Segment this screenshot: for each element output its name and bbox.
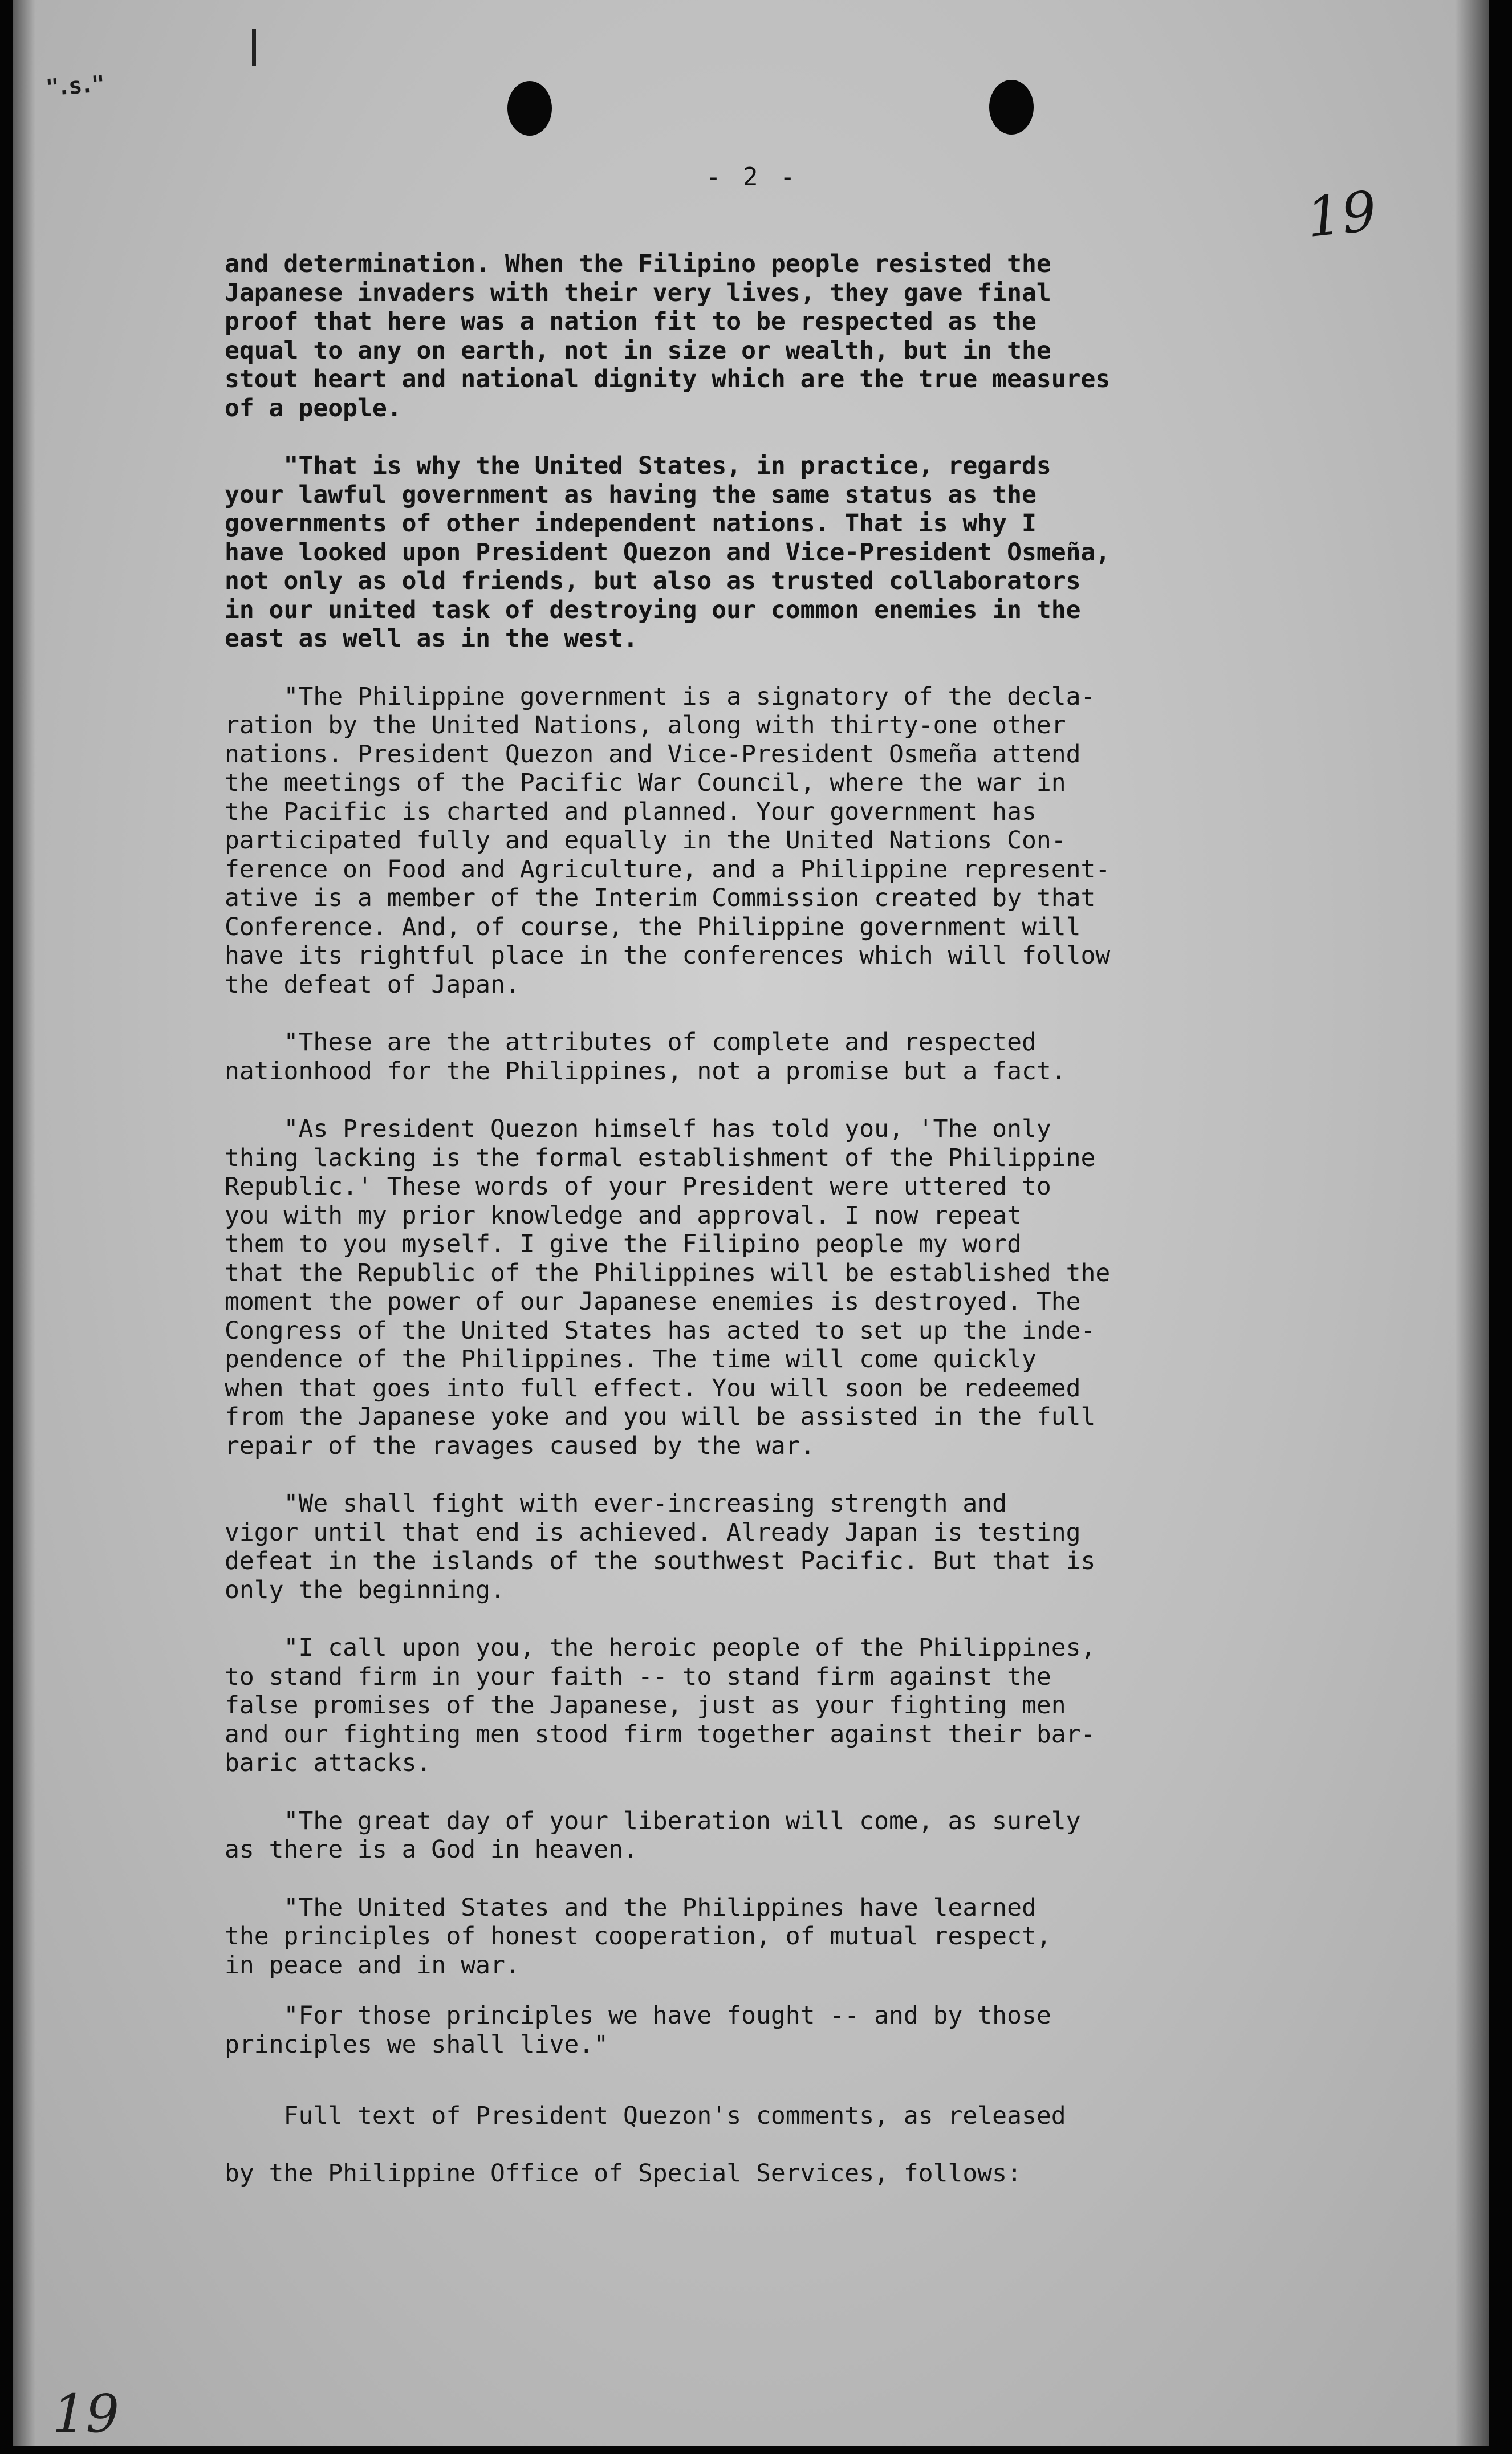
text-line: them to you myself. I give the Filipino people my word xyxy=(225,1230,1022,1258)
text-line: thing lacking is the formal establishment of the Philippine xyxy=(225,1143,1096,1172)
text-line: and determination. When the Filipino people resisted the xyxy=(225,250,1051,278)
scan-mark xyxy=(252,29,256,66)
document-page xyxy=(13,0,1489,2446)
text-line: participated fully and equally in the United Nations Con- xyxy=(225,826,1066,855)
text-line: only the beginning. xyxy=(225,1575,505,1604)
text-line: Congress of the United States has acted to set up the inde- xyxy=(225,1316,1096,1345)
text-line: nationhood for the Philippines, not a promise but a fact. xyxy=(225,1057,1066,1086)
handwritten-folio-bottom: 19 xyxy=(52,2383,120,2444)
text-line: ative is a member of the Interim Commission created by that xyxy=(225,884,1096,912)
text-line: as there is a God in heaven. xyxy=(225,1835,638,1864)
text-line: "I call upon you, the heroic people of the Philippines, xyxy=(225,1634,1096,1662)
text-line: repair of the ravages caused by the war. xyxy=(225,1431,815,1460)
text-line: the Pacific is charted and planned. Your government has xyxy=(225,797,1037,826)
text-line: from the Japanese yoke and you will be assisted in the full xyxy=(225,1403,1096,1431)
text-line: the principles of honest cooperation, of mutual respect, xyxy=(225,1922,1051,1951)
scan-shadow-right xyxy=(1455,0,1489,2446)
text-line: baric attacks. xyxy=(225,1749,432,1777)
text-line: "We shall fight with ever-increasing strength and xyxy=(225,1489,1007,1518)
text-line: to stand firm in your faith -- to stand firm against the xyxy=(225,1662,1051,1691)
text-line: by the Philippine Office of Special Services, follows: xyxy=(225,2159,1022,2188)
text-line: "These are the attributes of complete and respected xyxy=(225,1028,1037,1057)
paragraph xyxy=(225,452,1342,653)
text-line: "As President Quezon himself has told you, 'The only xyxy=(225,1115,1051,1143)
paragraph xyxy=(225,1489,1342,1604)
text-line: have looked upon President Quezon and Vice-President Osmeña, xyxy=(225,538,1111,567)
text-line: "For those principles we have fought -- and by those xyxy=(225,2001,1051,2030)
paragraph xyxy=(225,1807,1342,1864)
text-line: "The Philippine government is a signatory of the decla- xyxy=(225,682,1096,711)
text-line: Republic.' These words of your President were uttered to xyxy=(225,1172,1051,1201)
text-line: the meetings of the Pacific War Council, where the war in xyxy=(225,769,1066,797)
text-line: "The great day of your liberation will come, as surely xyxy=(225,1806,1081,1835)
handwritten-folio-top: 19 xyxy=(1303,178,1380,250)
text-line: have its rightful place in the conferences which will follow xyxy=(225,941,1111,970)
text-line: false promises of the Japanese, just as your fighting men xyxy=(225,1691,1066,1720)
text-line: defeat in the islands of the southwest Pacific. But that is xyxy=(225,1547,1096,1575)
text-line: in peace and in war. xyxy=(225,1951,520,1980)
paragraph xyxy=(225,1028,1342,1086)
text-line: of a people. xyxy=(225,393,402,422)
typed-letter-body xyxy=(225,250,1342,2188)
text-line: that the Republic of the Philippines will be established the xyxy=(225,1258,1111,1287)
text-line: Full text of President Quezon's comments, as released xyxy=(225,2102,1066,2130)
text-line: pendence of the Philippines. The time will come quickly xyxy=(225,1345,1037,1374)
text-line: you with my prior knowledge and approval. I now repeat xyxy=(225,1201,1022,1230)
text-line: moment the power of our Japanese enemies is destroyed. The xyxy=(225,1287,1081,1316)
text-line: not only as old friends, but also as trusted collaborators xyxy=(225,567,1081,595)
text-line: when that goes into full effect. You will soon be redeemed xyxy=(225,1374,1081,1403)
text-line: governments of other independent nations. That is why I xyxy=(225,509,1037,538)
paragraph xyxy=(225,682,1342,1000)
paragraph xyxy=(225,250,1342,422)
text-line: nations. President Quezon and Vice-President Osmeña attend xyxy=(225,740,1081,769)
text-line: ration by the United Nations, along with thirty-one other xyxy=(225,711,1066,740)
text-line: east as well as in the west. xyxy=(225,624,638,653)
text-line: proof that here was a nation fit to be respected as the xyxy=(225,307,1037,336)
text-line: in our united task of destroying our common enemies in the xyxy=(225,595,1081,624)
text-line: the defeat of Japan. xyxy=(225,970,520,999)
paragraph xyxy=(225,2001,1342,2059)
paragraph xyxy=(225,1634,1342,1778)
corner-smudge: ".s." xyxy=(44,71,104,101)
scan-shadow-left xyxy=(13,0,35,2446)
text-line: equal to any on earth, not in size or wealth, but in the xyxy=(225,336,1051,365)
text-line: your lawful government as having the same status as the xyxy=(225,480,1037,509)
text-line: stout heart and national dignity which are the true measures xyxy=(225,365,1111,393)
text-line: ference on Food and Agriculture, and a Philippine represent- xyxy=(225,855,1111,884)
text-line: Japanese invaders with their very lives, they gave final xyxy=(225,278,1051,307)
closing-paragraph xyxy=(225,2102,1342,2188)
paragraph xyxy=(225,1115,1342,1460)
text-line: "That is why the United States, in practice, regards xyxy=(225,452,1051,480)
text-line: Conference. And, of course, the Philippine government will xyxy=(225,912,1081,941)
punch-hole-left xyxy=(507,81,552,136)
text-line: "The United States and the Philippines have learned xyxy=(225,1893,1037,1922)
punch-hole-right xyxy=(989,80,1034,135)
page-number: - 2 - xyxy=(706,162,799,192)
text-line: and our fighting men stood firm together against their bar- xyxy=(225,1720,1096,1749)
text-line: vigor until that end is achieved. Already Japan is testing xyxy=(225,1518,1081,1547)
paragraph xyxy=(225,1894,1342,1980)
text-line: principles we shall live." xyxy=(225,2030,609,2059)
